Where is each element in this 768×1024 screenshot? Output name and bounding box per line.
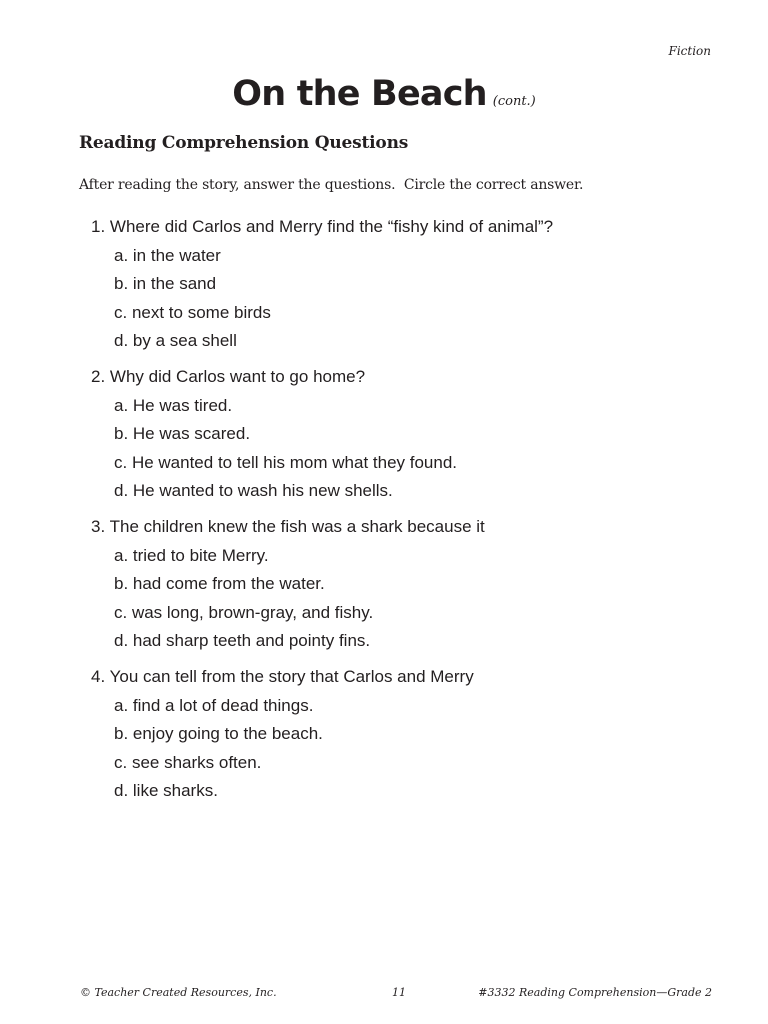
title-row bbox=[0, 74, 768, 114]
instructions: After reading the story, answer the questions. Circle the correct answer. bbox=[79, 177, 584, 193]
answer-choice: b. had come from the water. bbox=[114, 574, 325, 594]
question-text: You can tell from the story that Carlos and Merry bbox=[109, 666, 474, 686]
answer-choice: d. He wanted to wash his new shells. bbox=[114, 481, 393, 501]
question-prompt bbox=[91, 513, 711, 542]
answer-choice: c. was long, brown-gray, and fishy. bbox=[114, 602, 374, 622]
footer-page-number: 11 bbox=[392, 986, 406, 999]
question-1 bbox=[91, 213, 711, 356]
answer-choice: a. find a lot of dead things. bbox=[114, 695, 314, 715]
question-prompt bbox=[91, 663, 711, 692]
question-4 bbox=[91, 663, 711, 806]
question-prompt bbox=[91, 363, 711, 392]
answer-choice: c. next to some birds bbox=[114, 302, 271, 322]
answer-choice: b. He was scared. bbox=[114, 424, 251, 444]
question-3 bbox=[91, 513, 711, 656]
answer-choice: a. in the water bbox=[114, 245, 221, 265]
footer-publisher: © Teacher Created Resources, Inc. bbox=[80, 986, 277, 999]
question-text: Where did Carlos and Merry find the “fishy kind of animal”? bbox=[109, 217, 554, 236]
answer-choice: d. by a sea shell bbox=[114, 331, 237, 351]
footer-book-title: #3332 Reading Comprehension—Grade 2 bbox=[478, 986, 712, 999]
answer-choice: d. had sharp teeth and pointy fins. bbox=[114, 631, 371, 651]
question-text: Why did Carlos want to go home? bbox=[109, 366, 366, 386]
answer-choice: c. see sharks often. bbox=[114, 752, 262, 772]
question-list bbox=[91, 213, 711, 813]
answer-choice: b. in the sand bbox=[114, 274, 217, 294]
section-heading: Reading Comprehension Questions bbox=[79, 133, 409, 153]
answer-choice: a. tried to bite Merry. bbox=[114, 545, 269, 565]
question-number: 1. bbox=[91, 217, 106, 236]
answer-choice: d. like sharks. bbox=[114, 781, 218, 801]
answer-choice: a. He was tired. bbox=[114, 395, 233, 415]
question-prompt bbox=[91, 213, 711, 242]
question-number: 2. bbox=[91, 366, 106, 386]
question-number: 4. bbox=[91, 666, 106, 686]
title-suffix: (cont.) bbox=[492, 94, 536, 109]
genre-label: Fiction bbox=[668, 44, 711, 58]
question-number: 3. bbox=[91, 516, 106, 536]
page-title: On the Beach bbox=[232, 74, 487, 114]
page-footer bbox=[80, 986, 712, 1004]
answer-choice: b. enjoy going to the beach. bbox=[114, 724, 323, 744]
question-text: The children knew the fish was a shark because it bbox=[109, 516, 485, 536]
question-2 bbox=[91, 363, 711, 506]
answer-choice: c. He wanted to tell his mom what they found. bbox=[114, 452, 458, 472]
